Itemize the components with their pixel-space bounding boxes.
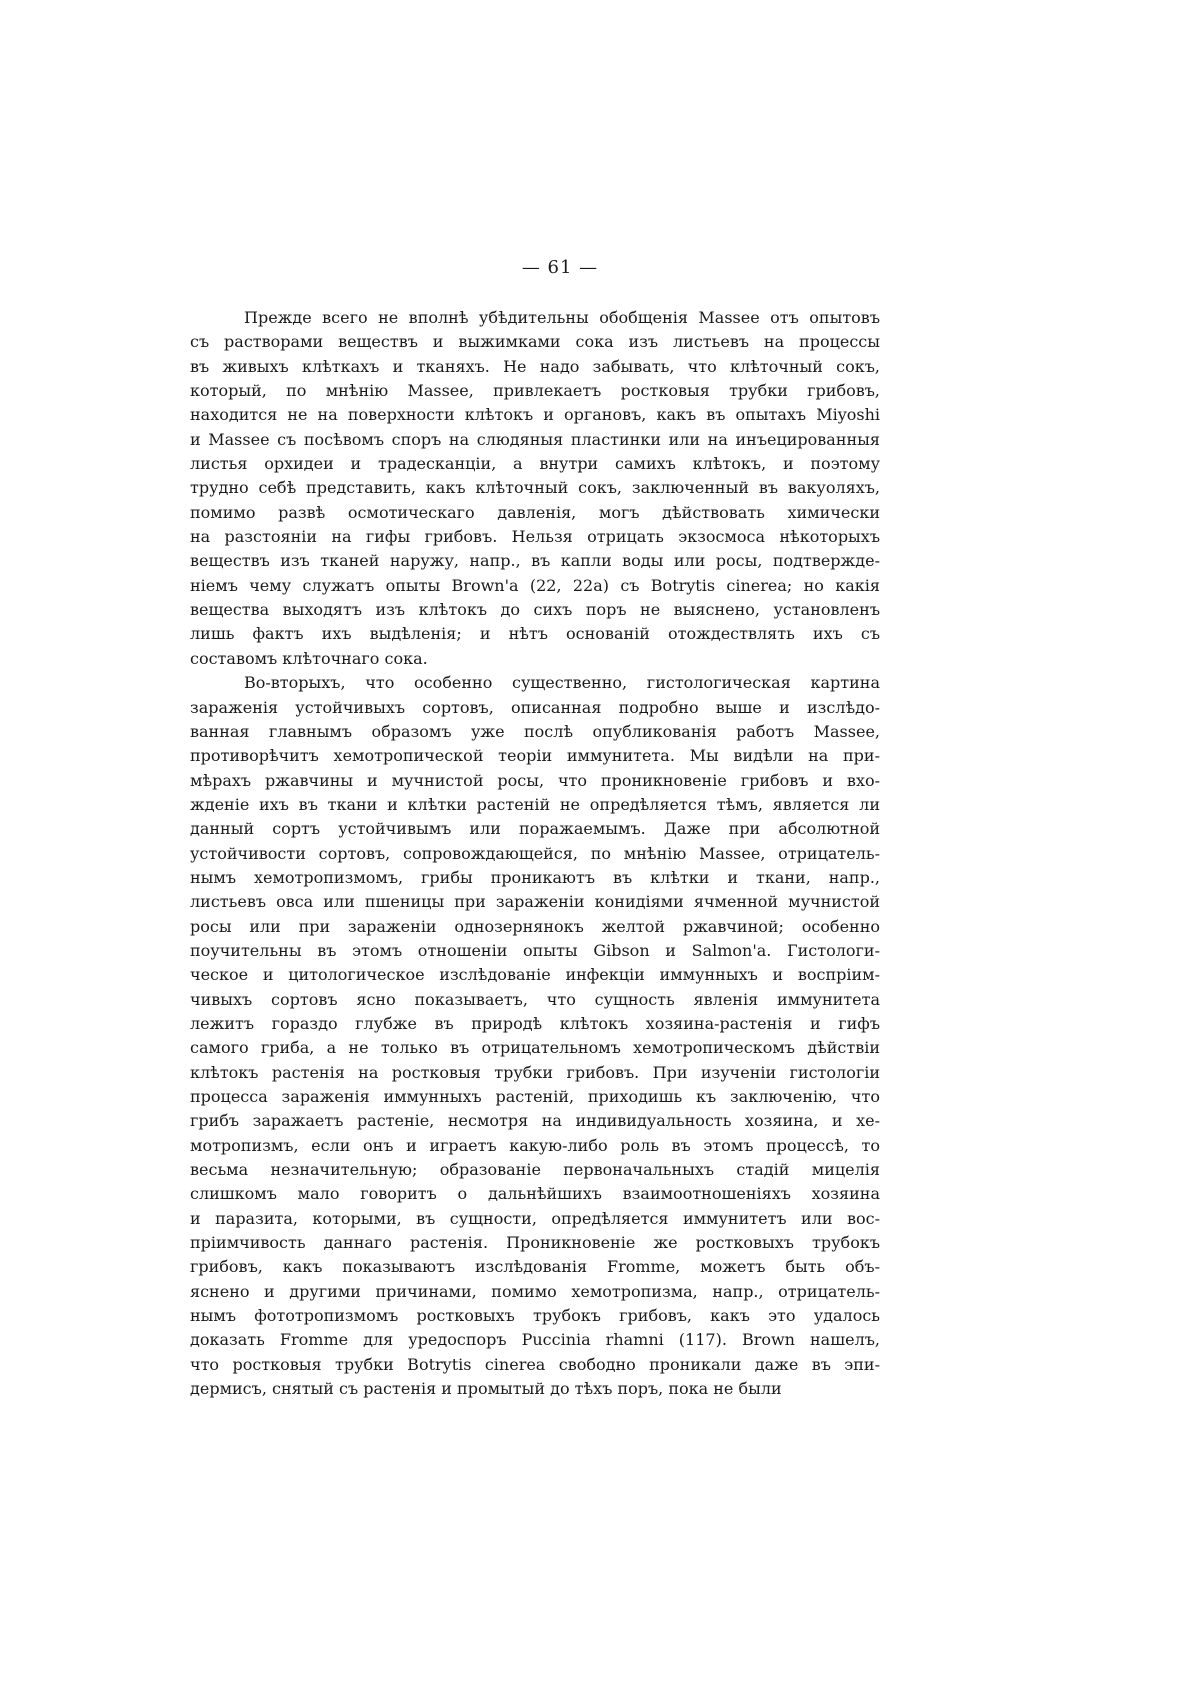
text-line: грибовъ, какъ показываютъ изслѣдованія Fromme, можетъ быть объ- [190, 1257, 880, 1277]
text-line: листьевъ овса или пшеницы при зараженіи конидіями ячменной мучнистой [190, 892, 880, 912]
text-line: данный сортъ устойчивымъ или поражаемымъ. Даже при абсолютной [190, 819, 880, 839]
text-line: грибъ заражаетъ растеніе, несмотря на индивидуальность хозяина, и хе- [190, 1111, 880, 1131]
text-line: нымъ хемотропизмомъ, грибы проникаютъ въ клѣтки и ткани, напр., [190, 867, 880, 887]
text-line: слишкомъ мало говоритъ о дальнѣйшихъ взаимоотношеніяхъ хозяина [190, 1184, 880, 1204]
text-line: жденіе ихъ въ ткани и клѣтки растеній не опредѣляется тѣмъ, является ли [190, 794, 880, 814]
text-line: Прежде всего не вполнѣ убѣдительны обобщенія Massee отъ опытовъ [244, 308, 880, 327]
text-line: Во-вторыхъ, что особенно существенно, гистологическая картина [244, 673, 880, 693]
text-line: и Massee съ посѣвомъ споръ на слюдяныя пластинки или на инъецированныя [190, 429, 880, 449]
text-line: клѣтокъ растенія на ростковыя трубки грибовъ. При изученіи гистологіи [190, 1062, 880, 1082]
text-line: мотропизмъ, если онъ и играетъ какую-либо роль въ этомъ процессѣ, то [190, 1135, 880, 1155]
text-line: въ живыхъ клѣткахъ и тканяхъ. Не надо забывать, что клѣточный сокъ, [190, 356, 880, 376]
text-line: составомъ клѣточнаго сока. [190, 648, 428, 668]
text-line: трудно себѣ представить, какъ клѣточный сокъ, заключенный въ вакуоляхъ, [190, 478, 880, 498]
text-line: зараженія устойчивыхъ сортовъ, описанная подробно выше и изслѣдо- [190, 697, 880, 717]
text-line: дермисъ, снятый съ растенія и промытый до тѣхъ поръ, пока не были [190, 1379, 782, 1399]
text-line: процесса зараженія иммунныхъ растеній, приходишь къ заключенію, что [190, 1087, 880, 1106]
text-line: чивыхъ сортовъ ясно показываетъ, что сущность явленія иммунитета [190, 989, 880, 1009]
text-line: на разстояніи на гифы грибовъ. Нельзя отрицать экзосмоса нѣкоторыхъ [190, 527, 880, 547]
text-line: нымъ фототропизмомъ ростковыхъ трубокъ грибовъ, какъ это удалось [190, 1306, 880, 1326]
paragraph-2 [190, 671, 880, 1401]
text-line: мѣрахъ ржавчины и мучнистой росы, что проникновеніе грибовъ и вхо- [190, 770, 880, 790]
text-line: ніемъ чему служатъ опыты Brown'a (22, 22a) съ Botrytis cinerea; но какія [190, 575, 880, 595]
text-line: съ растворами веществъ и выжимками сока изъ листьевъ на процессы [190, 332, 880, 352]
text-line: и паразита, которыми, въ сущности, опредѣляется иммунитетъ или вос- [190, 1208, 880, 1228]
text-line: росы или при зараженіи однозернянокъ желтой ржавчиной; особенно [190, 916, 880, 936]
text-line: доказать Fromme для уредоспоръ Puccinia rhamni (117). Brown нашелъ, [190, 1330, 880, 1350]
text-line: лишь фактъ ихъ выдѣленія; и нѣтъ основаній отождествлять ихъ съ [190, 624, 880, 644]
text-line: яснено и другими причинами, помимо хемотропизма, напр., отрицатель- [190, 1281, 880, 1301]
paragraph-1 [190, 306, 880, 671]
text-line: помимо развѣ осмотическаго давленія, могъ дѣйствовать химически [190, 502, 880, 522]
page-number: — 61 — [521, 257, 599, 278]
text-line: самого гриба, а не только въ отрицательномъ хемотропическомъ дѣйствіи [190, 1038, 880, 1058]
text-line: ческое и цитологическое изслѣдованіе инфекціи иммунныхъ и воспріим- [190, 965, 880, 985]
text-line: который, по мнѣнію Massee, привлекаетъ ростковыя трубки грибовъ, [190, 381, 880, 401]
text-line: листья орхидеи и традесканціи, а внутри самихъ клѣтокъ, и поэтому [190, 454, 880, 474]
text-line: вещества выходятъ изъ клѣтокъ до сихъ поръ не выяснено, установленъ [190, 600, 880, 620]
text-line: что ростковыя трубки Botrytis cinerea свободно проникали даже въ эпи- [190, 1354, 880, 1374]
text-line: пріимчивость даннаго растенія. Проникновеніе же ростковыхъ трубокъ [190, 1233, 880, 1253]
text-line: весьма незначительную; образованіе первоначальныхъ стадій мицелія [190, 1160, 880, 1180]
text-line: противорѣчитъ хемотропической теоріи иммунитета. Мы видѣли на при- [190, 746, 880, 766]
text-line: устойчивости сортовъ, сопровождающейся, по мнѣнію Massee, отрицатель- [190, 843, 880, 863]
text-line: веществъ изъ тканей наружу, напр., въ капли воды или росы, подтвержде- [190, 551, 880, 571]
text-line: находится не на поверхности клѣтокъ и органовъ, какъ въ опытахъ Miyoshi [190, 405, 880, 425]
text-line: лежитъ гораздо глубже въ природѣ клѣтокъ хозяина-растенія и гифъ [190, 1013, 880, 1033]
body-text [190, 306, 880, 1401]
text-line: поучительны въ этомъ отношеніи опыты Gibson и Salmon'a. Гистологи- [190, 940, 880, 960]
text-line: ванная главнымъ образомъ уже послѣ опубликованія работъ Massee, [190, 721, 880, 741]
